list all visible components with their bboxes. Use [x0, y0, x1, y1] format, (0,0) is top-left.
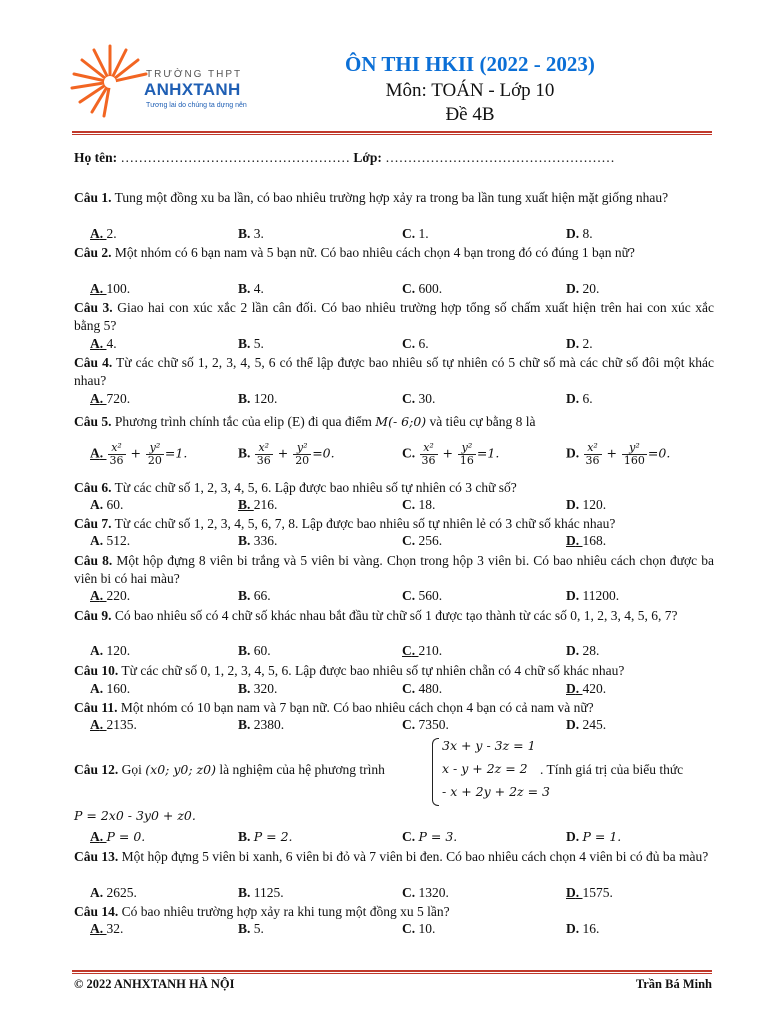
starburst-logo-icon: [70, 42, 150, 120]
option-c: C. 480.: [402, 681, 443, 696]
option-a: A. $\frac{\text{x²}}{36}$ + $\frac{\text{y²}}{20}$ =1.: [90, 441, 188, 467]
option-c: C. 256.: [402, 533, 443, 548]
option-a: A. P = 0.: [90, 829, 146, 844]
option-c: C. 1.: [402, 226, 429, 241]
option-b: B. 320.: [238, 681, 278, 696]
fraction-x: $\frac{\text{x²}}{36}$: [421, 441, 436, 467]
fraction-x: $\frac{\text{x²}}{36}$: [109, 441, 124, 467]
option-b: B. 5.: [238, 921, 264, 936]
class-label: Lớp:: [353, 150, 382, 165]
options-5: [74, 440, 714, 474]
option-a: A. 160.: [90, 681, 131, 696]
options-11: [74, 717, 714, 735]
option-d: D. 28.: [566, 643, 600, 658]
fraction-x: $\frac{\text{x²}}{36}$: [256, 441, 271, 467]
option-d: D. P = 1.: [566, 829, 622, 844]
option-a: A. 120.: [90, 643, 131, 658]
question-6: Câu 6. Từ các chữ số 1, 2, 3, 4, 5, 6. Lập được bao nhiêu số tự nhiên có 3 chữ số?: [74, 480, 517, 495]
footer-copyright: © 2022 ANHXTANH HÀ NỘI: [74, 977, 235, 991]
option-a: A. 100.: [90, 281, 131, 296]
option-a: A. 2.: [90, 226, 117, 241]
option-a: A. 220.: [90, 588, 131, 603]
option-d: D. $\frac{\text{x²}}{36}$ + $\frac{\text{y²}}{160}$ =0.: [566, 441, 671, 467]
options-2: [74, 281, 714, 299]
option-d: D. 8.: [566, 226, 593, 241]
exam-subject: Môn: TOÁN - Lớp 10: [385, 80, 555, 101]
option-b: B. P = 2.: [238, 829, 293, 844]
option-b: B. 216.: [238, 497, 278, 512]
options-9: [74, 643, 714, 661]
header-rule: [72, 131, 712, 133]
fraction-y: $\frac{\text{y²}}{160}$: [623, 441, 645, 467]
footer-author: Trần Bá Minh: [635, 977, 712, 991]
option-b: B. $\frac{\text{x²}}{36}$ + $\frac{\text{y²}}{20}$ =0.: [238, 441, 335, 467]
equation-2: x - y + 2z = 2: [442, 761, 528, 776]
option-d: D. 120.: [566, 497, 607, 512]
option-b: B. 336.: [238, 533, 278, 548]
options-1: [74, 226, 714, 244]
point-m: M(- 6;0): [375, 414, 427, 429]
logo-tagline: Tương lai do chúng ta dựng nên: [146, 102, 247, 109]
option-c: C. P = 3.: [402, 829, 458, 844]
option-c: C. 560.: [402, 588, 443, 603]
question-5: Câu 5. Phương trình chính tắc của elip (E) đi qua điểm M(- 6;0) và tiêu cự bằng 8 là: [74, 414, 536, 429]
question-12-tail: . Tính giá trị của biểu thức: [540, 762, 684, 777]
options-13: [74, 885, 714, 903]
option-d: D. 245.: [566, 717, 607, 732]
exam-code: Đề 4B: [445, 104, 495, 125]
question-8: Câu 8. Một hộp đựng 8 viên bi trắng và 5 viên bi vàng. Chọn trong hộp 3 viên bi. Có bao nhiêu cách chọn được ba viên bi có hai màu?: [74, 553, 714, 586]
equation-1: 3x + y - 3z = 1: [442, 738, 536, 753]
logo-brand-text: ANHXTANH: [144, 80, 241, 99]
footer-rule-thin: [72, 973, 712, 974]
option-d: D. 168.: [566, 533, 607, 548]
option-c: C. 7350.: [402, 717, 449, 732]
footer-rule: [72, 970, 712, 972]
fraction-y: $\frac{\text{y²}}{16}$: [459, 441, 474, 467]
question-4: Câu 4. Từ các chữ số 1, 2, 3, 4, 5, 6 có thể lập được bao nhiêu số tự nhiên có 5 chữ số mà các chữ số đôi một khác nhau?: [74, 355, 714, 388]
option-d: D. 11200.: [566, 588, 620, 603]
student-info-line: [74, 150, 615, 166]
solution-triple: (x0; y0; z0): [145, 762, 216, 777]
option-b: B. 60.: [238, 643, 271, 658]
options-6: [74, 497, 714, 515]
option-d: D. 16.: [566, 921, 600, 936]
option-d: D. 420.: [566, 681, 607, 696]
option-c: C. 18.: [402, 497, 436, 512]
options-3: [74, 336, 714, 354]
option-c: C. 30.: [402, 391, 436, 406]
option-c: C. 10.: [402, 921, 436, 936]
question-7: Câu 7. Từ các chữ số 1, 2, 3, 4, 5, 6, 7, 8. Lập được bao nhiêu số tự nhiên lẻ có 3 chữ số khác nhau?: [74, 516, 616, 531]
question-9: Câu 9. Có bao nhiêu số có 4 chữ số khác nhau bắt đầu từ chữ số 1 được tạo thành từ các số 0, 1, 2, 3, 4, 5, 6, 7?: [74, 608, 678, 623]
fraction-y: $\frac{\text{y²}}{20}$: [147, 441, 162, 467]
options-8: [74, 588, 714, 606]
class-dots: ……………………………………………: [385, 150, 615, 165]
options-14: [74, 921, 714, 939]
question-10: Câu 10. Từ các chữ số 0, 1, 2, 3, 4, 5, 6. Lập được bao nhiêu số tự nhiên chẵn có 4 chữ số khác nhau?: [74, 663, 625, 678]
exam-title: ÔN THI HKII (2022 - 2023): [345, 52, 595, 76]
question-2: Câu 2. Một nhóm có 6 bạn nam và 5 bạn nữ. Có bao nhiêu cách chọn 4 bạn trong đó có đúng 1 bạn nữ?: [74, 245, 635, 260]
option-a: A. 4.: [90, 336, 117, 351]
option-b: B. 1125.: [238, 885, 284, 900]
header-rule-thin: [72, 134, 712, 135]
option-d: D. 1575.: [566, 885, 613, 900]
equation-system: [432, 738, 552, 804]
options-4: [74, 391, 714, 409]
option-d: D. 2.: [566, 336, 593, 351]
option-a: A. 2625.: [90, 885, 137, 900]
option-a: A. 2135.: [90, 717, 137, 732]
options-12: [74, 829, 714, 847]
options-10: [74, 681, 714, 699]
option-d: D. 20.: [566, 281, 600, 296]
option-c: C. 210.: [402, 643, 443, 658]
option-c: C. $\frac{\text{x²}}{36}$ + $\frac{\text{y²}}{16}$ =1.: [402, 441, 500, 467]
option-b: B. 66.: [238, 588, 271, 603]
question-12: Câu 12. Gọi (x0; y0; z0) là nghiệm của hệ phương trình: [74, 762, 385, 777]
question-14: Câu 14. Có bao nhiêu trường hợp xảy ra khi tung một đồng xu 5 lần?: [74, 904, 450, 919]
option-a: A. 720.: [90, 391, 131, 406]
question-12-expression: P = 2x0 - 3y0 + z0.: [74, 808, 196, 823]
system-brace: [432, 738, 439, 806]
question-1: Câu 1. Tung một đồng xu ba lần, có bao nhiêu trường hợp xảy ra trong ba lần tung xuất hiện mặt giống nhau?: [74, 190, 669, 205]
logo-school-text: TRƯỜNG THPT: [146, 69, 243, 80]
question-13: Câu 13. Một hộp đựng 5 viên bi xanh, 6 viên bi đỏ và 7 viên bi đen. Có bao nhiêu cách chọn 4 viên bi có đủ ba màu?: [74, 849, 709, 864]
school-logo: [70, 42, 270, 120]
options-7: [74, 533, 714, 551]
option-b: B. 5.: [238, 336, 264, 351]
question-3: Câu 3. Giao hai con xúc xắc 2 lần cân đối. Có bao nhiêu trường hợp tổng số chấm xuất hiện trên hai con xúc xắc bằng 5?: [74, 300, 715, 333]
fraction-x: $\frac{\text{x²}}{36}$: [585, 441, 600, 467]
option-b: B. 120.: [238, 391, 278, 406]
option-d: D. 6.: [566, 391, 593, 406]
fraction-y: $\frac{\text{y²}}{20}$: [295, 441, 310, 467]
option-a: A. 512.: [90, 533, 131, 548]
option-b: B. 4.: [238, 281, 264, 296]
option-a: A. 60.: [90, 497, 124, 512]
option-c: C. 6.: [402, 336, 429, 351]
option-c: C. 600.: [402, 281, 443, 296]
equation-3: - x + 2y + 2z = 3: [442, 784, 551, 799]
option-b: B. 2380.: [238, 717, 285, 732]
name-dots: ……………………………………………: [120, 150, 350, 165]
option-b: B. 3.: [238, 226, 264, 241]
question-11: Câu 11. Một nhóm có 10 bạn nam và 7 bạn nữ. Có bao nhiêu cách chọn 4 bạn có cả nam và nữ?: [74, 700, 594, 715]
option-a: A. 32.: [90, 921, 124, 936]
name-label: Họ tên:: [74, 150, 118, 165]
option-c: C. 1320.: [402, 885, 449, 900]
